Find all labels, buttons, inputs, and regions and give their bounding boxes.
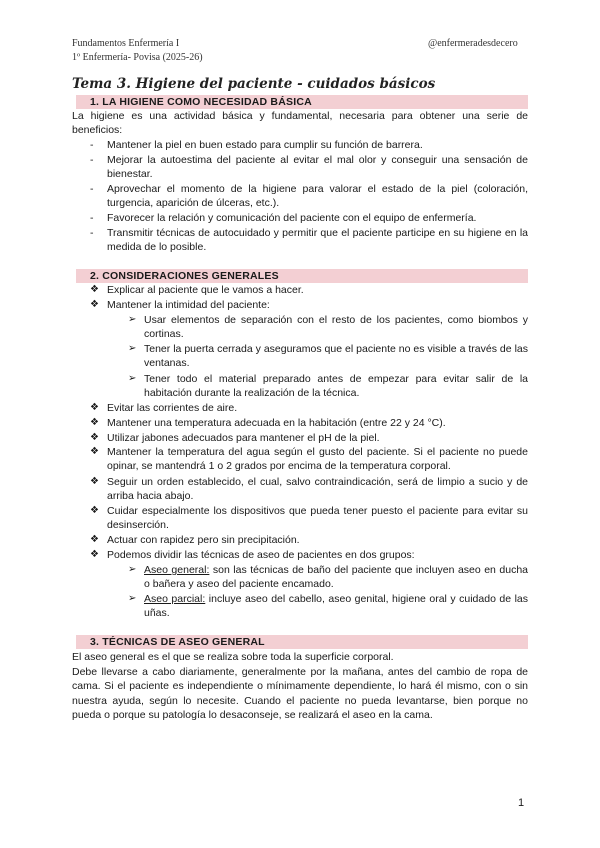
list-item: ❖ Explicar al paciente que le vamos a hacer. [90,284,304,296]
sub-list-item: ➢ Tener todo el material preparado antes de empezar para evitar salir de la habitación durante la realización de la técnica. [128,373,528,400]
list-item: ❖ Mantener una temperatura adecuada en la habitación (entre 22 y 24 °C). [90,417,446,429]
list-item: ❖ Podemos dividir las técnicas de aseo de pacientes en dos grupos: [90,549,415,561]
sub-list-item: ➢ Tener la puerta cerrada y aseguramos que el paciente no es visible a través de las ventanas. [128,343,528,370]
header-course: Fundamentos Enfermería I [72,38,180,49]
sub-list-item: ➢ Aseo general: son las técnicas de baño del paciente que incluyen aseo en ducha o bañera y aseo del paciente encamado. [128,564,528,591]
list-item: - Mejorar la autoestima del paciente al evitar el mal olor y conseguir una sensación de bienestar. [90,154,528,181]
section-1-intro: La higiene es una actividad básica y fundamental, necesaria para obtener una serie de beneficios: [72,110,528,137]
list-item: - Transmitir técnicas de autocuidado y permitir que el paciente participe en su higiene en la medida de lo posible. [90,227,528,254]
header-handle: @enfermeradesdecero [428,38,518,49]
page-title: Tema 3. Higiene del paciente - cuidados básicos [72,76,436,92]
list-item: - Mantener la piel en buen estado para cumplir su función de barrera. [90,139,423,151]
list-item: - Aprovechar el momento de la higiene para valorar el estado de la piel (coloración, turgencia, aparición de úlceras, etc.). [90,183,528,210]
section-1-heading: 1. LA HIGIENE COMO NECESIDAD BÁSICA [76,95,528,109]
header-subtitle: 1º Enfermería- Povisa (2025-26) [72,52,203,63]
section-2-heading: 2. CONSIDERACIONES GENERALES [76,269,528,283]
section-3-heading: 3. TÉCNICAS DE ASEO GENERAL [76,635,528,649]
list-item: ❖ Mantener la temperatura del agua según el gusto del paciente. Si el paciente no puede opinar, se mantendrá 1 o 2 grados por encima de la temperatura corporal. [90,446,528,473]
list-item: ❖ Seguir un orden establecido, el cual, salvo contraindicación, será de limpio a sucio y de arriba hacia abajo. [90,476,528,503]
list-item: ❖ Utilizar jabones adecuados para mantener el pH de la piel. [90,432,380,444]
sub-list-item: ➢ Aseo parcial: incluye aseo del cabello, aseo genital, higiene oral y cuidado de las uñas. [128,593,528,620]
section-3-paragraph-1: El aseo general es el que se realiza sobre toda la superficie corporal. [72,651,394,663]
list-item: ❖ Actuar con rapidez pero sin precipitación. [90,534,300,546]
sub-list-item: ➢ Usar elementos de separación con el resto de los pacientes, como biombos y cortinas. [128,314,528,341]
list-item: ❖ Evitar las corrientes de aire. [90,402,238,414]
list-item: - Favorecer la relación y comunicación del paciente con el equipo de enfermería. [90,212,477,224]
list-item: ❖ Mantener la intimidad del paciente: [90,299,270,311]
section-3-paragraph-2: Debe llevarse a cabo diariamente, generalmente por la mañana, antes del cambio de ropa de cama. Si el paciente es independiente o mínimamente dependiente, lo hará él mismo, con o sin nuestra ayuda, según lo necesite. Cuando el paciente no pueda levantarse, bien porque no pueda o porque su patología lo desaconseje, se realizará el aseo en la cama. [72,666,528,722]
list-item: ❖ Cuidar especialmente los dispositivos que pueda tener puesto el paciente para evitar su desinserción. [90,505,528,532]
page-number: 1 [518,797,525,809]
